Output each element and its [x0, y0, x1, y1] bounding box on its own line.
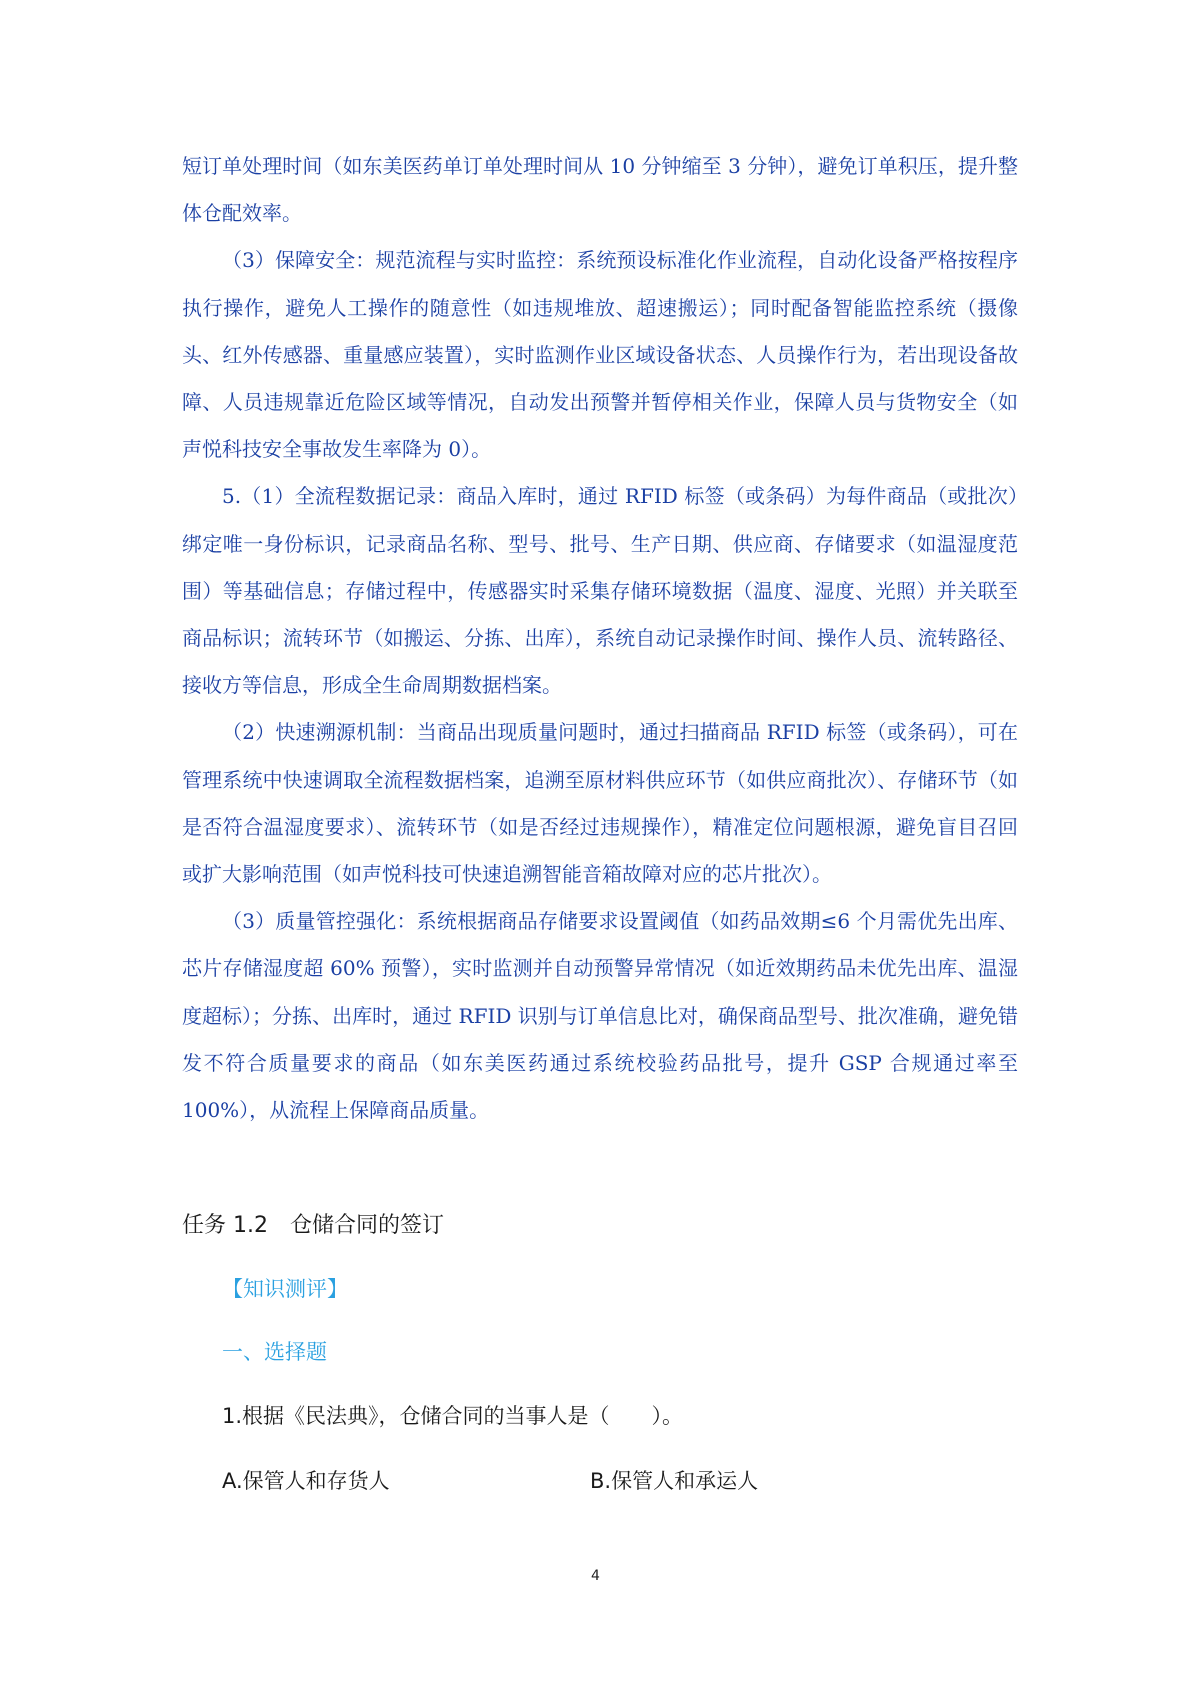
option-a: A.保管人和存货人: [222, 1469, 390, 1493]
answer-paragraph-quality-control: （3）质量管控强化：系统根据商品存储要求设置阈值（如药品效期≤6 个月需优先出库、芯片存储湿度超 60% 预警），实时监测并自动预警异常情况（如近效期药品未优先出库、温湿度超标）；分拣、出库时，通过 RFID 识别与订单信息比对，确保商品型号、批次准确，避免错发不符合质量要求的商品（如东美医药通过系统校验药品批号，提升 GSP 合规通过率至 100%），从流程上保障商品质量。: [182, 909, 1018, 1123]
answer-text-block: [182, 143, 1018, 1134]
answer-paragraph-continuation: 短订单处理时间（如东美医药单订单处理时间从 10 分钟缩至 3 分钟），避免订单积压，提升整体仓配效率。: [182, 154, 1018, 226]
subsection-label-multiple-choice: 一、选择题: [222, 1340, 327, 1364]
question-text: 1.根据《民法典》，仓储合同的当事人是（ ）。: [222, 1404, 684, 1428]
section-label-knowledge-test: 【知识测评】: [222, 1277, 348, 1301]
option-b: B.保管人和承运人: [590, 1469, 759, 1493]
page-number: 4: [591, 1568, 600, 1584]
answer-paragraph-data-record: 5.（1）全流程数据记录：商品入库时，通过 RFID 标签（或条码）为每件商品（或批次）绑定唯一身份标识，记录商品名称、型号、批号、生产日期、供应商、存储要求（如温湿度范围）等基础信息；存储过程中，传感器实时采集存储环境数据（温度、湿度、光照）并关联至商品标识；流转环节（如搬运、分拣、出库），系统自动记录操作时间、操作人员、流转路径、接收方等信息，形成全生命周期数据档案。: [182, 484, 1018, 698]
answer-paragraph-traceability: （2）快速溯源机制：当商品出现质量问题时，通过扫描商品 RFID 标签（或条码），可在管理系统中快速调取全流程数据档案，追溯至原材料供应环节（如供应商批次）、存储环节（如是否符合温湿度要求）、流转环节（如是否经过违规操作），精准定位问题根源，避免盲目召回或扩大影响范围（如声悦科技可快速追溯智能音箱故障对应的芯片批次）。: [182, 720, 1018, 887]
answer-paragraph-safety: （3）保障安全：规范流程与实时监控：系统预设标准化作业流程，自动化设备严格按程序执行操作，避免人工操作的随意性（如违规堆放、超速搬运）；同时配备智能监控系统（摄像头、红外传感器、重量感应装置），实时监测作业区域设备状态、人员操作行为，若出现设备故障、人员违规靠近危险区域等情况，自动发出预警并暂停相关作业，保障人员与货物安全（如声悦科技安全事故发生率降为 0）。: [182, 248, 1018, 462]
task-heading: 任务 1.2 仓储合同的签订: [182, 1213, 444, 1238]
